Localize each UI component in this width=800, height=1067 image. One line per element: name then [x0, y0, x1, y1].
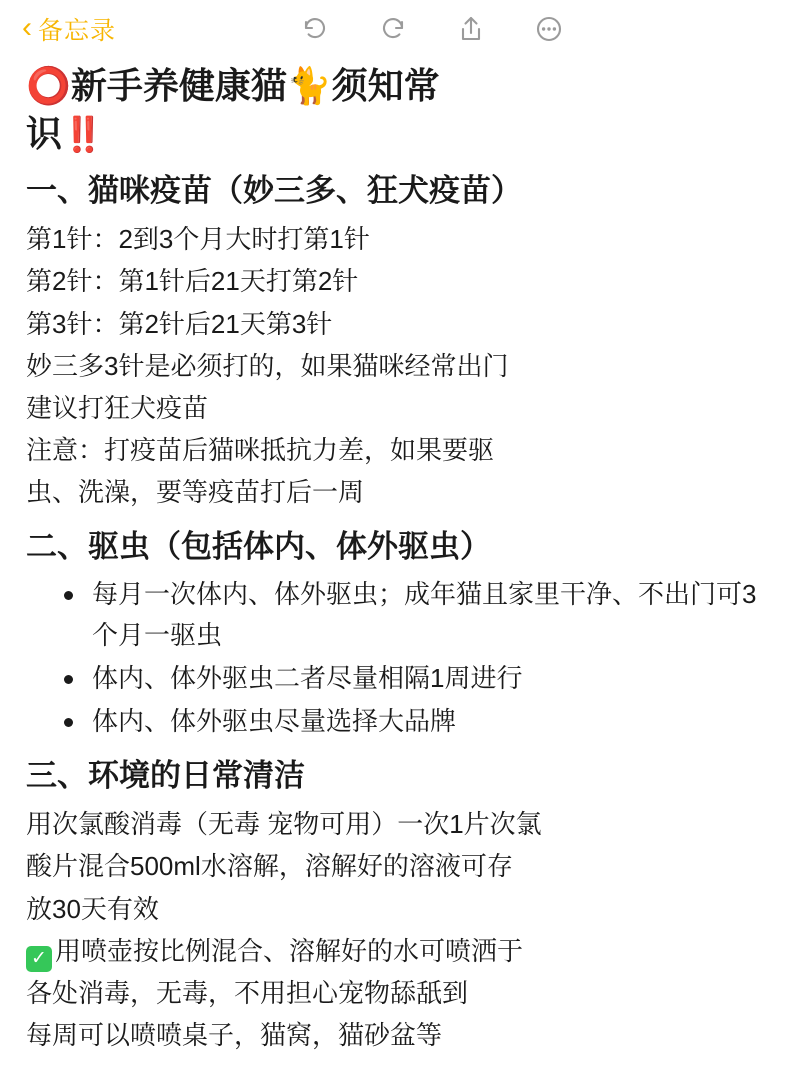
vaccine-line-1: 第1针：2到3个月大时打第1针 — [26, 224, 370, 255]
red-circle-icon: ⭕ — [26, 65, 71, 106]
double-exclamation-icon: ‼️ — [62, 115, 105, 154]
chevron-left-icon: ‹ — [22, 10, 32, 44]
note-title-line2: 识 — [26, 112, 63, 154]
cleaning-check-line — [26, 930, 774, 972]
vaccine-line-7: 虫、洗澡，要等疫苗打后一周 — [26, 476, 365, 507]
more-icon[interactable] — [532, 12, 566, 46]
vaccine-line-3: 第3针：第2针后21天第3针 — [26, 308, 333, 339]
note-title-line1: 新手养健康猫🐈须知常 — [70, 65, 440, 106]
section-heading-vaccines: 一、猫咪疫苗（妙三多、狂犬疫苗） — [26, 173, 522, 209]
cleaning-line-5: 每周可以喷喷桌子，猫窝，猫砂盆等 — [26, 1019, 443, 1050]
cleaning-line-4: 各处消毒，无毒，不用担心宠物舔舐到 — [26, 977, 469, 1008]
back-button[interactable] — [22, 11, 116, 47]
deworming-bullet-list — [26, 574, 774, 742]
undo-icon[interactable] — [298, 12, 332, 46]
navbar-actions — [116, 12, 778, 46]
list-item: 体内、体外驱虫尽量选择大品牌 — [60, 701, 774, 742]
vaccine-line-4: 妙三多3针是必须打的，如果猫咪经常出门 — [26, 350, 509, 381]
vaccine-line-5: 建议打狂犬疫苗 — [26, 392, 209, 423]
cleaning-check-text: 用喷壶按比例混合、溶解好的水可喷洒于 — [55, 935, 524, 966]
green-check-icon: ✓ — [26, 946, 52, 972]
vaccine-line-6: 注意：打疫苗后猫咪抵抗力差，如果要驱 — [26, 434, 495, 465]
note-content[interactable] — [0, 58, 800, 1056]
cleaning-line-3: 放30天有效 — [26, 893, 159, 924]
cleaning-line-1: 用次氯酸消毒（无毒 宠物可用）一次1片次氯 — [26, 809, 542, 840]
note-title — [26, 62, 774, 157]
redo-icon[interactable] — [376, 12, 410, 46]
section-heading-cleaning: 三、环境的日常清洁 — [26, 758, 305, 794]
section-heading-deworming: 二、驱虫（包括体内、体外驱虫） — [26, 529, 491, 565]
list-item: 体内、体外驱虫二者尽量相隔1周进行 — [60, 658, 774, 699]
top-navigation-bar — [0, 0, 800, 58]
vaccine-line-2: 第2针：第1针后21天打第2针 — [26, 266, 359, 297]
back-button-label: 备忘录 — [38, 17, 117, 45]
cleaning-line-2: 酸片混合500ml水溶解，溶解好的溶液可存 — [26, 851, 513, 882]
share-icon[interactable] — [454, 12, 488, 46]
list-item: 每月一次体内、体外驱虫；成年猫且家里干净、不出门可3个月一驱虫 — [60, 574, 774, 656]
